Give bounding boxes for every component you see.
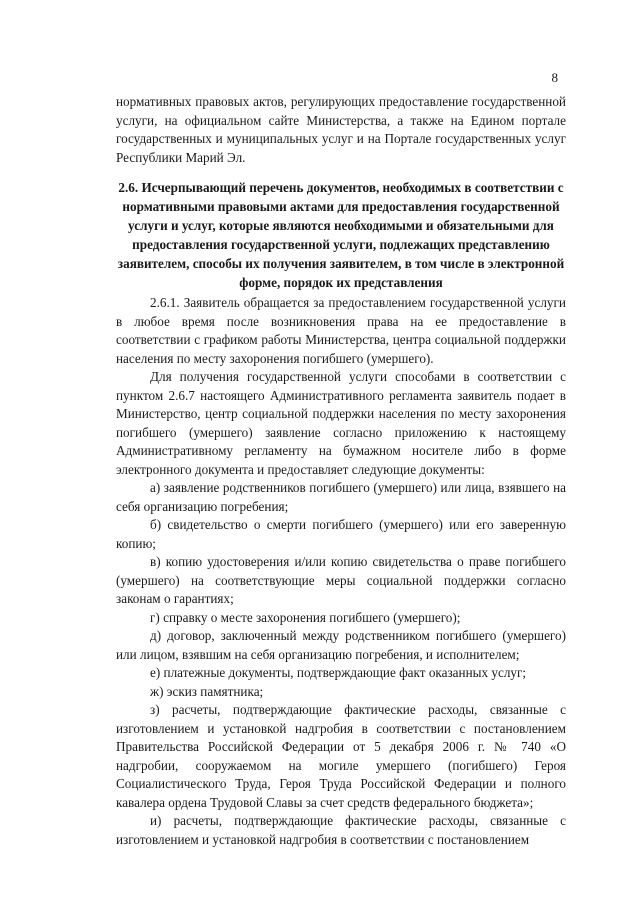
list-item-zh: ж) эскиз памятника;: [150, 683, 264, 699]
section-heading: 2.6. Исчерпывающий перечень документов, необходимых в соответствии с нормативными правовыми актами для предоставления государственной услуги и услуг, которые являются необходимыми и обязательными для предоставления государственной услуги, подлежащих представлению заявителем, способы их получения заявителем, в том числе в электронной форме, порядок их представления: [117, 180, 565, 290]
paragraph-2-6-1: 2.6.1. Заявитель обращается за предоставлением государственной услуги в любое время после возникновения права на ее предоставление в соответствии с графиком работы Министерства, центра социальной поддержки населения по месту захоронения погибшего (умершего).: [116, 295, 566, 366]
list-item-d: д) договор, заключенный между родственником погибшего (умершего) или лицом, взявшим на себя организацию погребения, и исполнителем;: [116, 628, 566, 662]
list-item-g: г) справку о месте захоронения погибшего (умершего);: [150, 609, 461, 625]
section-body: [116, 294, 566, 849]
list-item-z: з) расчеты, подтверждающие фактические расходы, связанные с изготовлением и установкой надгробия в соответствии с постановлением Правительства Российской Федерации от 5 декабря 2006 г. № 740 «О надгробии, сооружаемом на могиле умершего (погибшего) Героя Социалистического Труда, Героя Труда Российской Федерации и полного кавалера ордена Трудовой Славы за счет средств федерального бюджета»;: [116, 702, 566, 810]
list-item-a: а) заявление родственников погибшего (умершего) или лица, взявшего на себя организацию погребения;: [116, 480, 566, 514]
list-item-i: и) расчеты, подтверждающие фактические расходы, связанные с изготовлением и установкой надгробия в соответствии с постановлением: [116, 813, 566, 847]
paragraph-obtain-service: Для получения государственной услуги способами в соответствии с пунктом 2.6.7 настоящего Административного регламента заявитель подает в Министерство, центр социальной поддержки населения по месту захоронения погибшего (умершего) заявление согласно приложению к настоящему Административному регламенту на бумажном носителе либо в форме электронного документа и предоставляет следующие документы:: [116, 369, 566, 477]
list-item-v: в) копию удостоверения и/или копию свидетельства о праве погибшего (умершего) на соответствующие меры социальной поддержки согласно законам о гарантиях;: [116, 554, 566, 606]
list-item-b: б) свидетельство о смерти погибшего (умершего) или его заверенную копию;: [116, 517, 566, 551]
page-number: 8: [551, 70, 558, 85]
intro-paragraph: нормативных правовых актов, регулирующих предоставление государственной услуги, на официальном сайте Министерства, а также на Едином портале государственных и муниципальных услуг и на Портале государственных услуг Республики Марий Эл.: [116, 94, 566, 165]
list-item-e: е) платежные документы, подтверждающие факт оказанных услуг;: [150, 665, 527, 680]
